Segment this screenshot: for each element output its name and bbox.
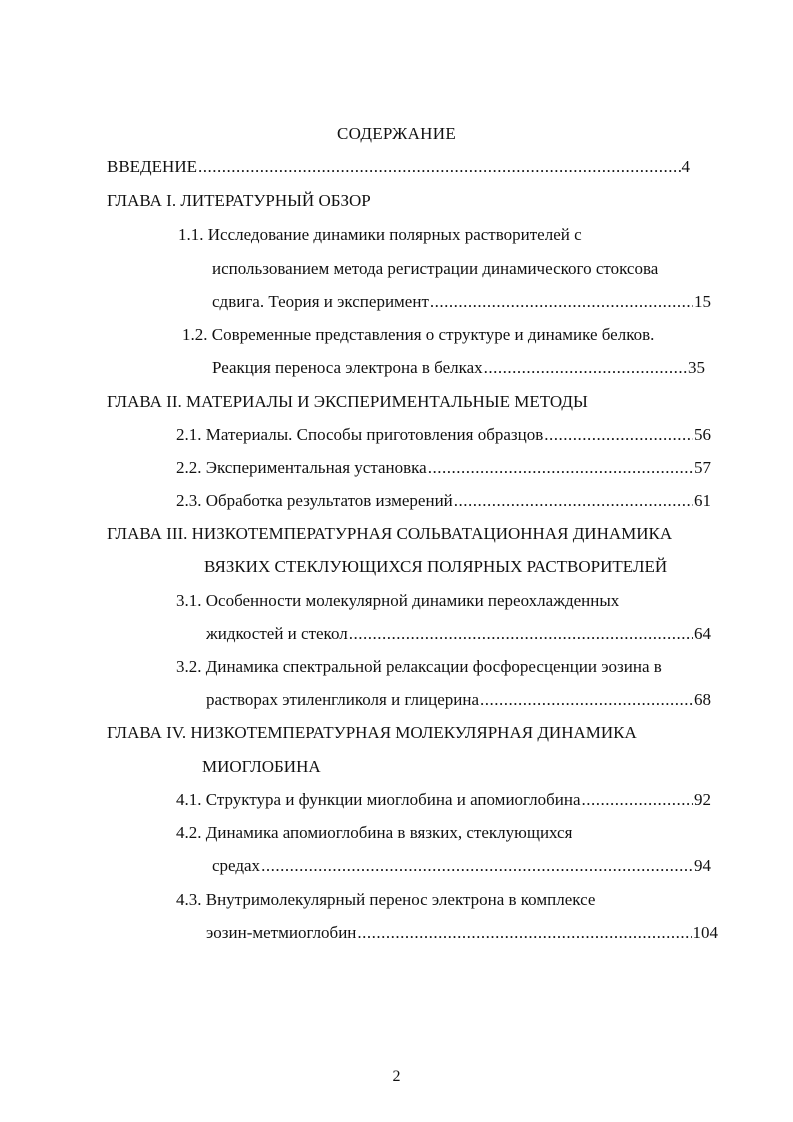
toc-entry-1-1-line1: 1.1. Исследование динамики полярных растворителей с (178, 225, 582, 244)
toc-page-number: 104 (692, 923, 718, 942)
toc-entry-2-3 (176, 490, 711, 512)
toc-entry-label: растворах этиленгликоля и глицерина (206, 690, 480, 709)
leader-dots (480, 689, 693, 711)
toc-entry-3-1-line2 (206, 623, 711, 645)
toc-page-number: 57 (694, 458, 711, 477)
toc-entry-2-1 (176, 424, 711, 446)
chapter-4-title-line1: ГЛАВА IV. НИЗКОТЕМПЕРАТУРНАЯ МОЛЕКУЛЯРНАЯ ДИНАМИКА (107, 723, 637, 742)
toc-title: СОДЕРЖАНИЕ (336, 124, 457, 143)
leader-dots (430, 291, 693, 313)
toc-entry-4-1 (176, 789, 711, 811)
leader-dots (357, 922, 691, 944)
toc-entry-label: 2.1. Материалы. Способы приготовления образцов (176, 425, 544, 444)
toc-entry-label: 2.3. Обработка результатов измерений (176, 491, 453, 510)
toc-entry-2-2 (176, 457, 711, 479)
toc-entry-label: эозин-метмиоглобин (206, 923, 357, 942)
toc-entry-1-2-line2 (212, 357, 705, 379)
toc-entry-intro (107, 156, 690, 178)
toc-entry-3-2-line1: 3.2. Динамика спектральной релаксации фосфоресценции эозина в (176, 657, 662, 676)
chapter-1-title: ГЛАВА I. ЛИТЕРАТУРНЫЙ ОБЗОР (107, 191, 371, 210)
page-number: 2 (392, 1068, 401, 1085)
toc-page-number: 64 (694, 624, 711, 643)
leader-dots (582, 789, 693, 811)
toc-entry-1-1-line3 (212, 291, 711, 313)
toc-entry-label: ВВЕДЕНИЕ (107, 157, 197, 176)
toc-page-number: 4 (681, 157, 690, 176)
toc-entry-4-2-line2 (212, 855, 711, 877)
toc-entry-1-2-line1: 1.2. Современные представления о структуре и динамике белков. (182, 325, 655, 344)
toc-entry-label: 4.1. Структура и функции миоглобина и апомиоглобина (176, 790, 581, 809)
toc-entry-4-3-line2 (206, 922, 718, 944)
toc-page-number: 15 (694, 292, 711, 311)
toc-entry-3-2-line2 (206, 689, 711, 711)
leader-dots (484, 357, 687, 379)
leader-dots (198, 156, 681, 178)
toc-entry-3-1-line1: 3.1. Особенности молекулярной динамики переохлажденных (176, 591, 620, 610)
leader-dots (261, 855, 693, 877)
chapter-3-title-line2: ВЯЗКИХ СТЕКЛУЮЩИХСЯ ПОЛЯРНЫХ РАСТВОРИТЕЛЕЙ (204, 557, 668, 576)
chapter-4-title-line2: МИОГЛОБИНА (202, 757, 321, 776)
toc-page-number: 92 (694, 790, 711, 809)
toc-entry-label: жидкостей и стекол (206, 624, 348, 643)
toc-entry-label: средах (212, 856, 261, 875)
chapter-3-title-line1: ГЛАВА III. НИЗКОТЕМПЕРАТУРНАЯ СОЛЬВАТАЦИОННАЯ ДИНАМИКА (107, 524, 673, 543)
toc-entry-label: сдвига. Теория и эксперимент (212, 292, 429, 311)
toc-page-number: 94 (694, 856, 711, 875)
toc-entry-4-2-line1: 4.2. Динамика апомиоглобина в вязких, стеклующихся (176, 823, 573, 842)
toc-page-number: 56 (694, 425, 711, 444)
leader-dots (454, 490, 693, 512)
leader-dots (349, 623, 693, 645)
toc-entry-label: 2.2. Экспериментальная установка (176, 458, 427, 477)
toc-entry-label: Реакция переноса электрона в белках (212, 358, 483, 377)
toc-entry-1-1-line2: использованием метода регистрации динамического стоксова (212, 259, 659, 278)
leader-dots (428, 457, 693, 479)
toc-page-number: 68 (694, 690, 711, 709)
chapter-2-title: ГЛАВА II. МАТЕРИАЛЫ И ЭКСПЕРИМЕНТАЛЬНЫЕ МЕТОДЫ (107, 392, 588, 411)
leader-dots (544, 424, 693, 446)
toc-entry-4-3-line1: 4.3. Внутримолекулярный перенос электрона в комплексе (176, 890, 596, 909)
toc-page-number: 61 (694, 491, 711, 510)
toc-page-number: 35 (688, 358, 705, 377)
